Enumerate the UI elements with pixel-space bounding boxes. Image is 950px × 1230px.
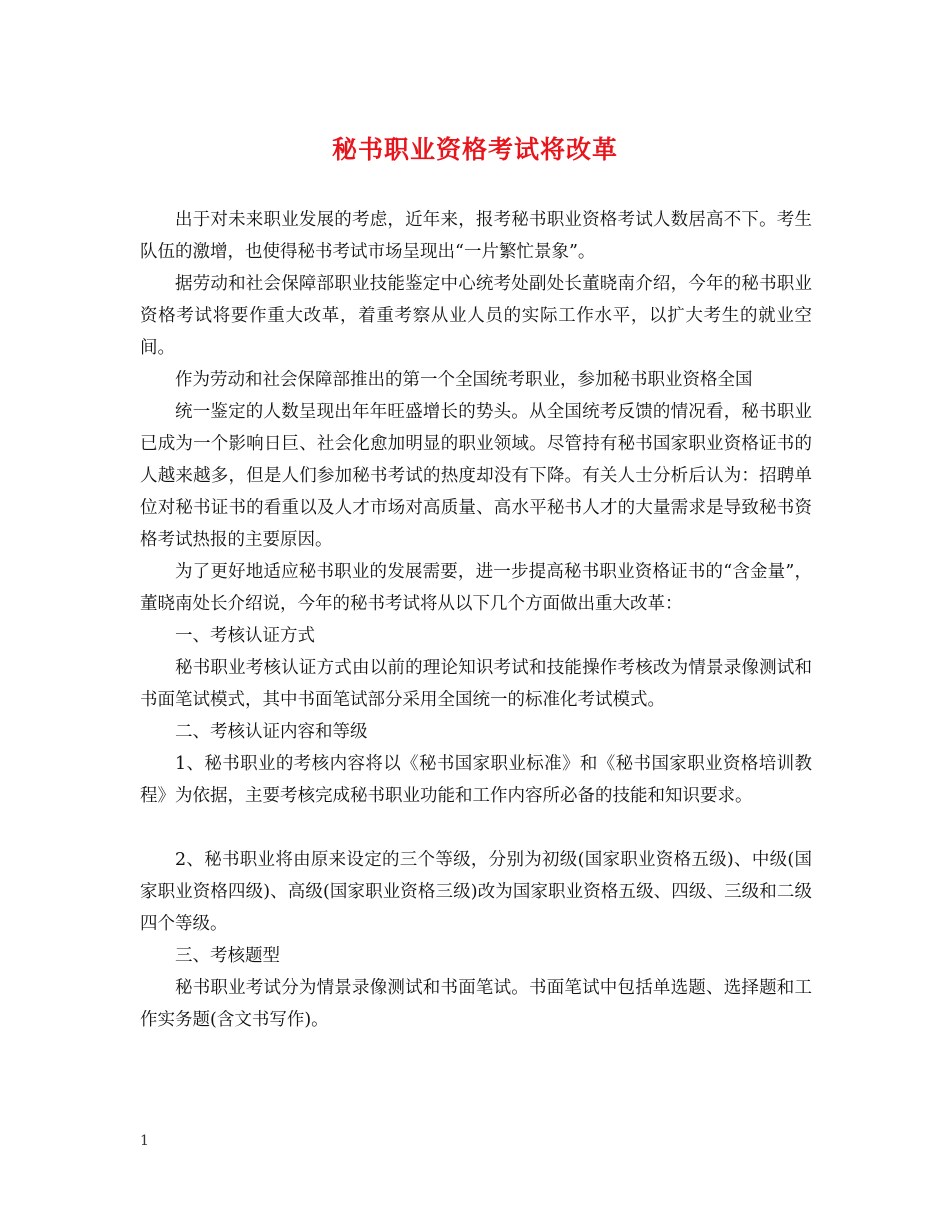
section-heading-1: 一、考核认证方式: [175, 626, 315, 646]
document-body: [140, 204, 812, 1036]
blank-line: [140, 812, 812, 844]
document-title: 秘书职业资格考试将改革: [331, 135, 618, 164]
section-heading-3: 三、考核题型: [175, 946, 280, 966]
paragraph-5: 为了更好地适应秘书职业的发展需要，进一步提高秘书职业资格证书的“含金量”，董晓南处长介绍说，今年的秘书考试将从以下几个方面做出重大改革：: [140, 562, 812, 614]
page-number: 1: [140, 1133, 149, 1149]
paragraph-2: 据劳动和社会保障部职业技能鉴定中心统考处副处长董晓南介绍，今年的秘书职业资格考试将要作重大改革，着重考察从业人员的实际工作水平，以扩大考生的就业空间。: [140, 274, 812, 358]
paragraph-3: 作为劳动和社会保障部推出的第一个全国统考职业，参加秘书职业资格全国: [175, 370, 753, 390]
paragraph-8: 2、秘书职业将由原来设定的三个等级，分别为初级(国家职业资格五级)、中级(国家职业资格四级)、高级(国家职业资格三级)改为国家职业资格五级、四级、三级和二级四个等级。: [140, 850, 812, 934]
paragraph-1: 出于对未来职业发展的考虑，近年来，报考秘书职业资格考试人数居高不下。考生队伍的激增，也使得秘书考试市场呈现出“一片繁忙景象”。: [140, 210, 812, 262]
paragraph-7: 1、秘书职业的考核内容将以《秘书国家职业标准》和《秘书国家职业资格培训教程》为依据，主要考核完成秘书职业功能和工作内容所必备的技能和知识要求。: [140, 754, 812, 806]
paragraph-6: 秘书职业考核认证方式由以前的理论知识考试和技能操作考核改为情景录像测试和书面笔试模式，其中书面笔试部分采用全国统一的标准化考试模式。: [140, 658, 812, 710]
section-heading-2: 二、考核认证内容和等级: [175, 722, 368, 742]
paragraph-4: 统一鉴定的人数呈现出年年旺盛增长的势头。从全国统考反馈的情况看，秘书职业已成为一个影响日巨、社会化愈加明显的职业领域。尽管持有秘书国家职业资格证书的人越来越多，但是人们参加秘书考试的热度却没有下降。有关人士分析后认为：招聘单位对秘书证书的看重以及人才市场对高质量、高水平秘书人才的大量需求是导致秘书资格考试热报的主要原因。: [140, 402, 812, 550]
paragraph-9: 秘书职业考试分为情景录像测试和书面笔试。书面笔试中包括单选题、选择题和工作实务题(含文书写作)。: [140, 978, 812, 1030]
